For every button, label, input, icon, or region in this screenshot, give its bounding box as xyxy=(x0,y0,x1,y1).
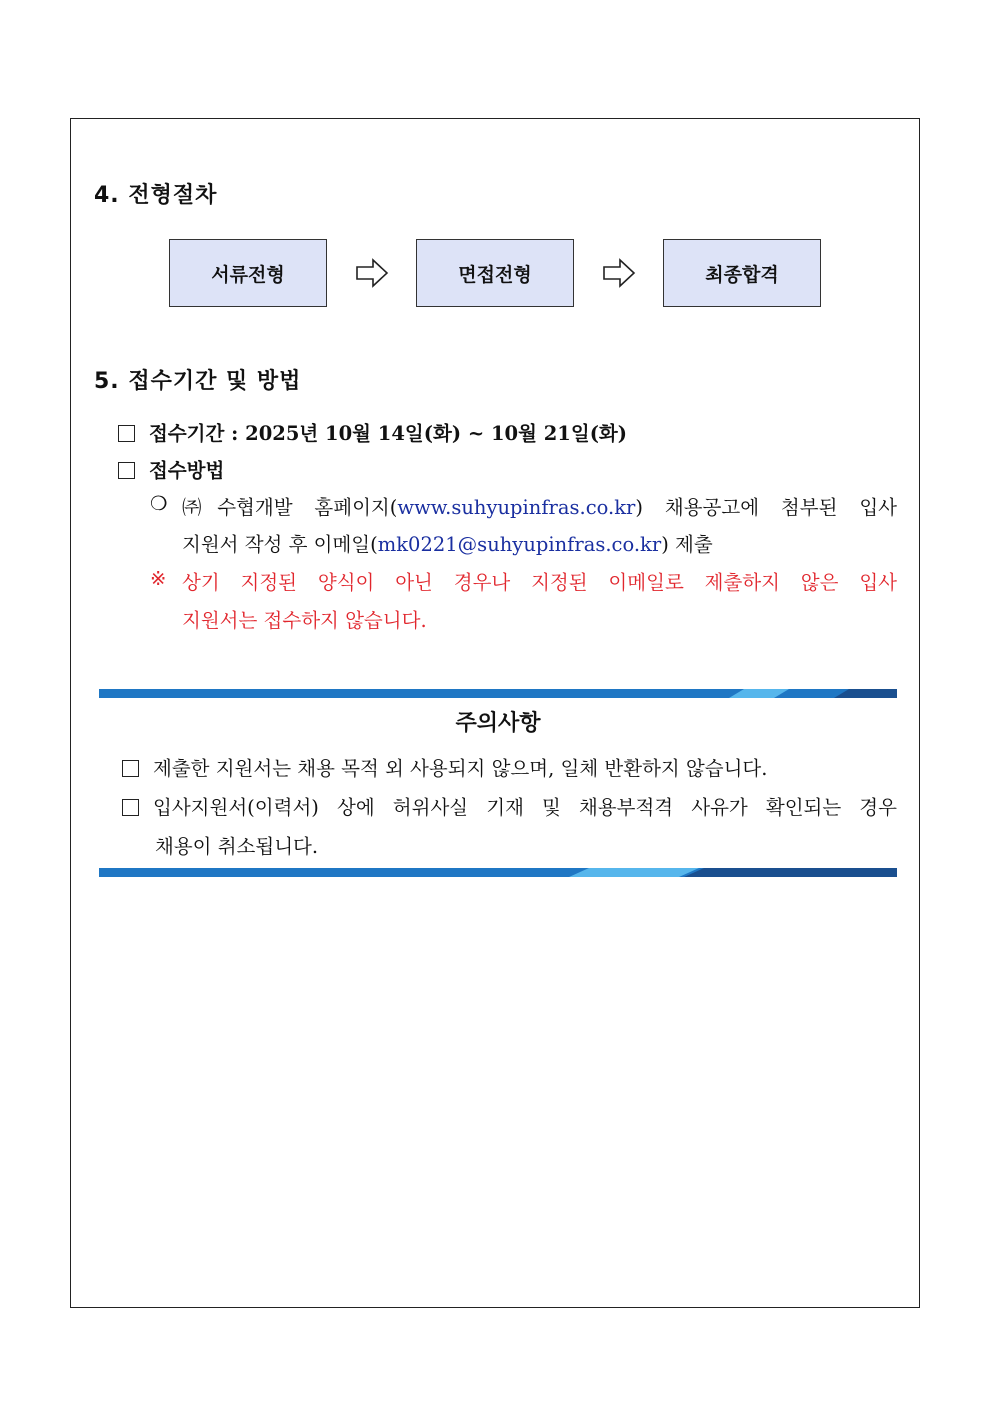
note-line-2: 지원서는 접수하지 않습니다. xyxy=(182,609,427,632)
notice-item-2 xyxy=(122,792,897,820)
method-line1-post: ) 채용공고에 첨부된 입사 xyxy=(635,496,897,519)
section-5-title: 5. 접수기간 및 방법 xyxy=(94,369,302,394)
step-interview: 면접전형 xyxy=(416,239,574,307)
notice-title: 주의사항 xyxy=(455,711,541,736)
notice-bottom-divider xyxy=(99,868,897,877)
email-address: mk0221@suhyupinfras.co.kr xyxy=(377,533,662,556)
note-mark: ※ xyxy=(150,567,167,590)
notice-item-1-text: 제출한 지원서는 채용 목적 외 사용되지 않으며, 일체 반환하지 않습니다. xyxy=(153,757,768,780)
right-arrow-icon xyxy=(355,256,389,290)
notice-item-2-text: 입사지원서(이력서) 상에 허위사실 기재 및 채용부적격 사유가 확인되는 경우 xyxy=(153,796,897,819)
checkbox-icon xyxy=(118,425,135,442)
right-arrow-icon xyxy=(602,256,636,290)
section-4-title: 4. 전형절차 xyxy=(94,183,218,208)
method-line-2 xyxy=(182,529,713,557)
checkbox-icon xyxy=(122,760,139,777)
notice-top-divider xyxy=(99,689,897,698)
period-label: 접수기간 : 2025년 10월 14일(화) ~ 10월 21일(화) xyxy=(149,422,627,445)
method-item xyxy=(118,455,224,483)
notice-item-1 xyxy=(122,753,767,781)
period-item xyxy=(118,418,627,446)
notice-item-2-cont: 채용이 취소됩니다. xyxy=(155,835,319,858)
method-line2-post: ) 제출 xyxy=(661,533,713,556)
method-line2-pre: 지원서 작성 후 이메일( xyxy=(182,533,378,556)
checkbox-icon xyxy=(122,799,139,816)
method-line-1 xyxy=(182,492,897,520)
method-label: 접수방법 xyxy=(149,459,225,482)
step-final-pass: 최종합격 xyxy=(663,239,821,307)
checkbox-icon xyxy=(118,462,135,479)
method-line1-pre: ㈜수협개발 홈페이지( xyxy=(182,496,398,519)
method-bullet: ❍ xyxy=(150,492,168,515)
step-document-screening: 서류전형 xyxy=(169,239,327,307)
homepage-url: www.suhyupinfras.co.kr xyxy=(397,496,636,519)
note-line-1: 상기 지정된 양식이 아닌 경우나 지정된 이메일로 제출하지 않은 입사 xyxy=(182,571,897,594)
